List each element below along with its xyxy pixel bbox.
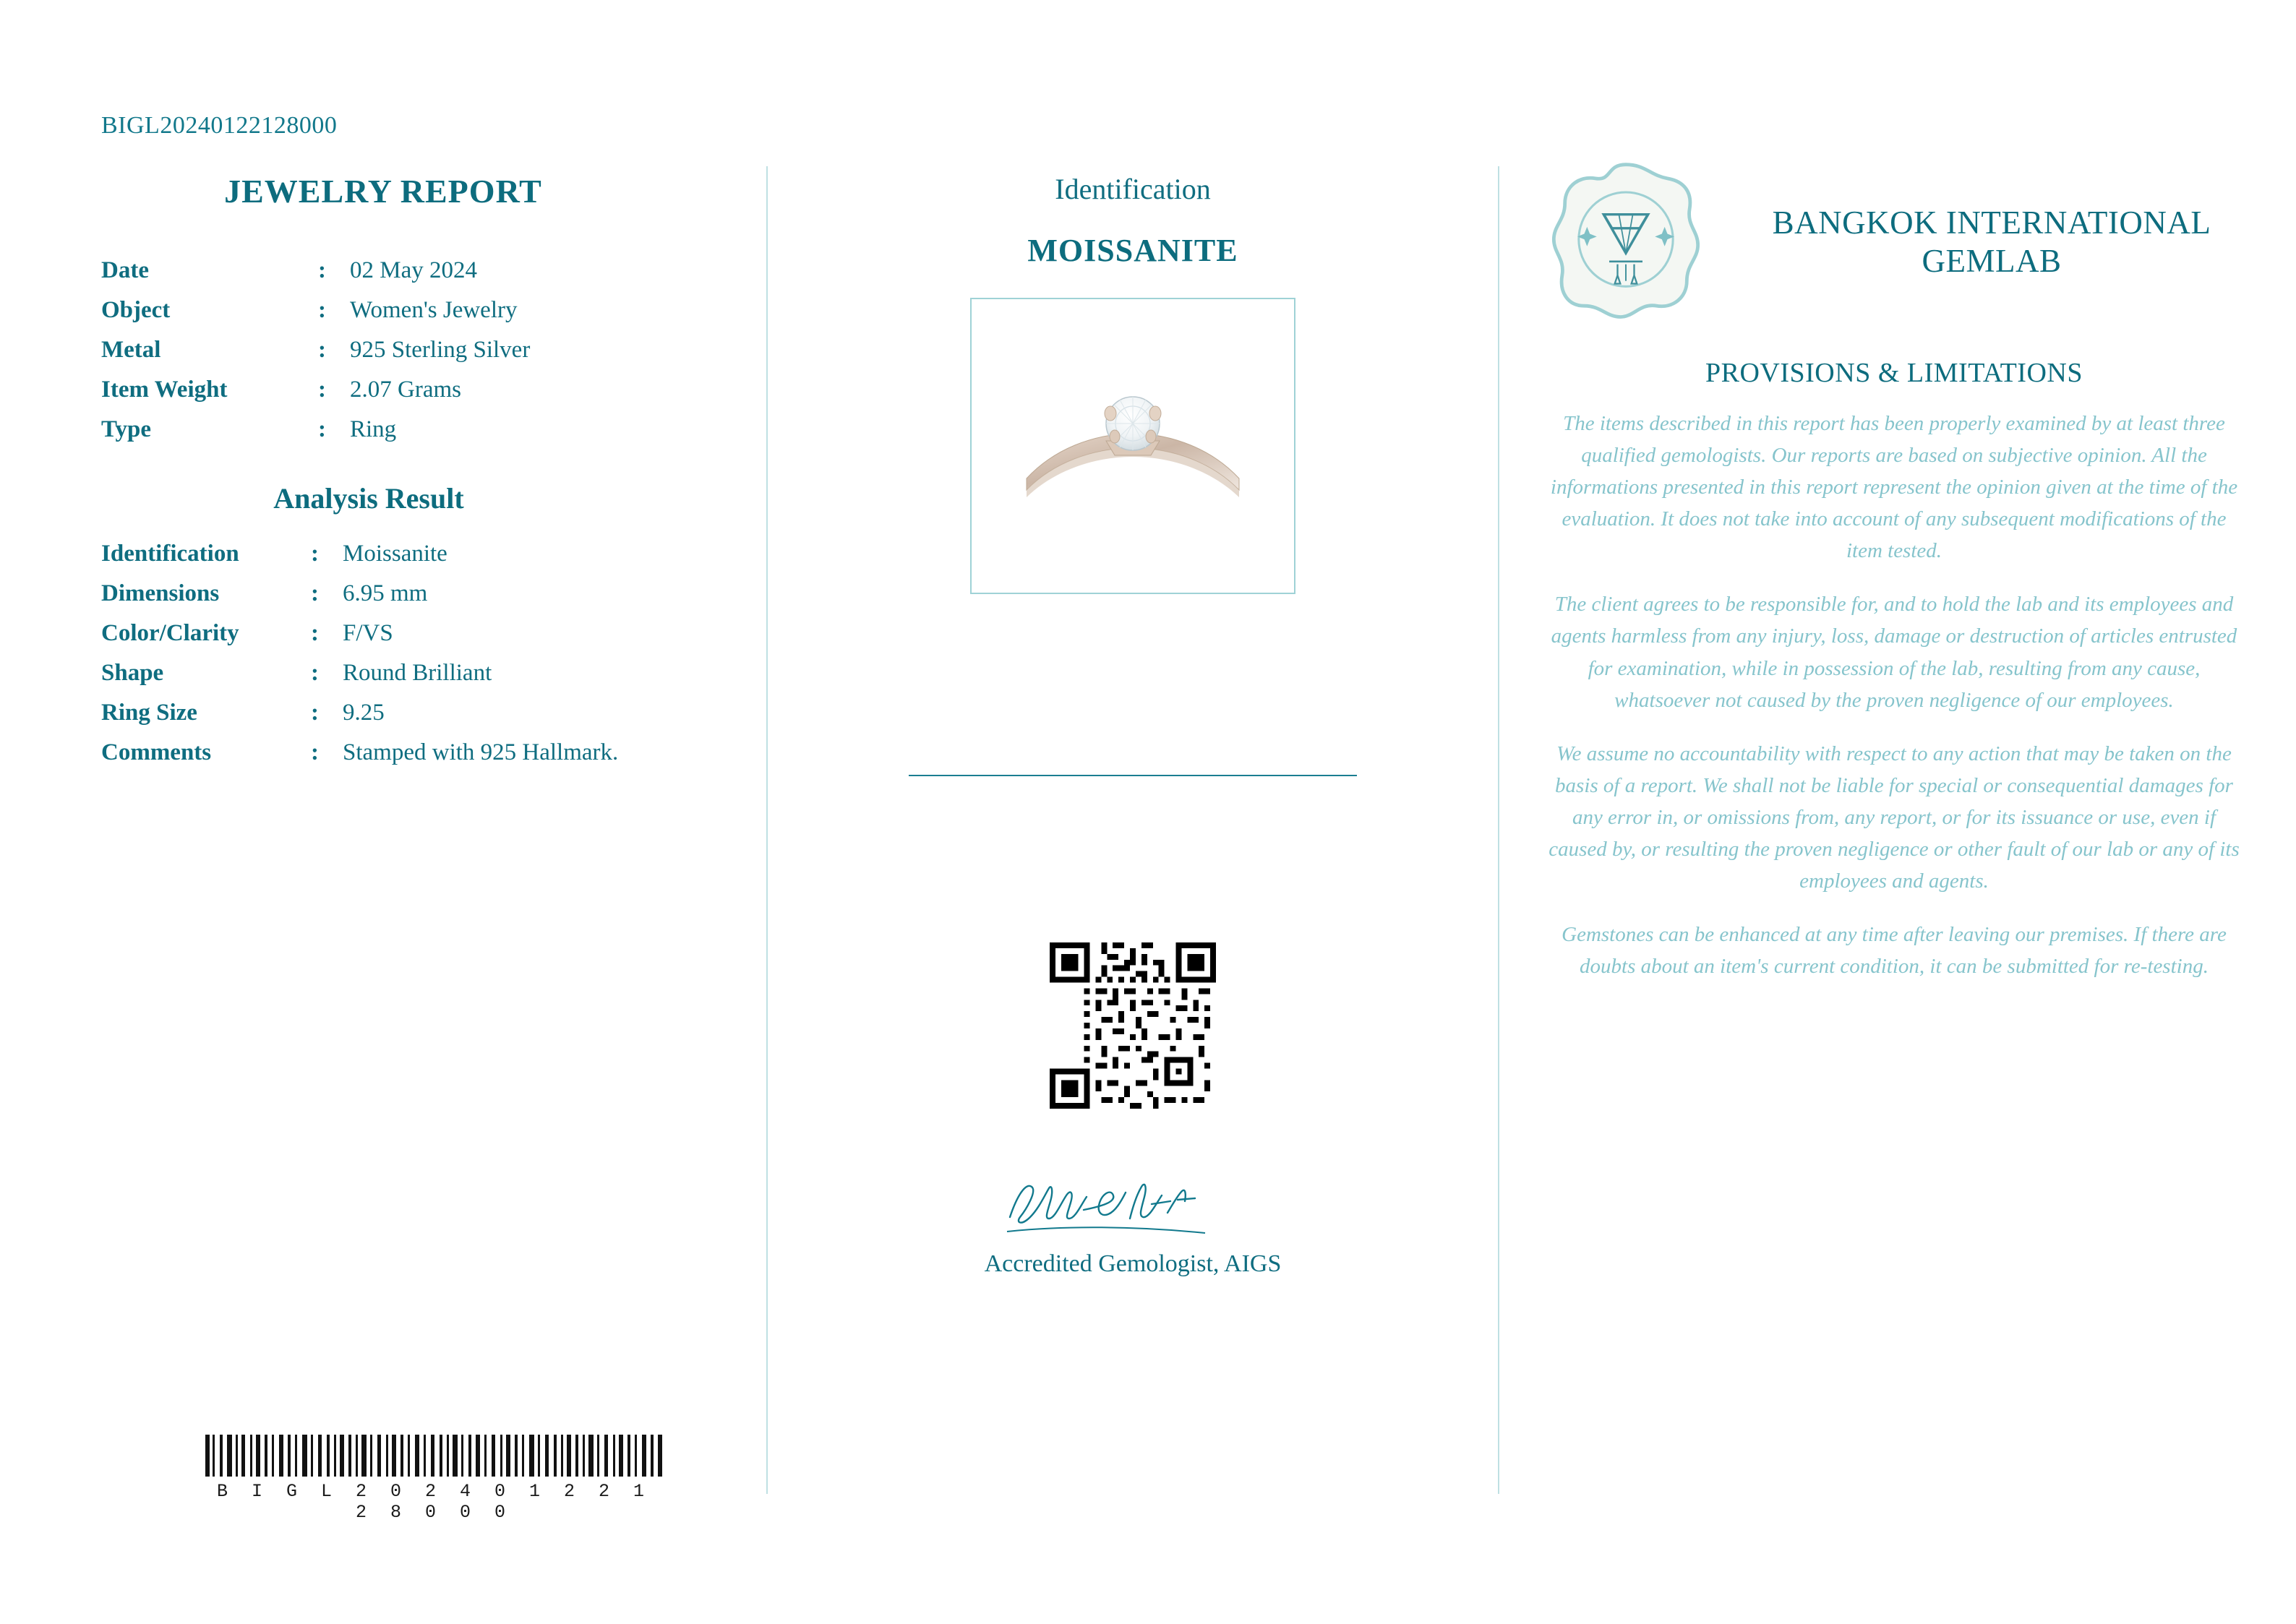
- gemlab-logo-icon: [1543, 159, 1709, 325]
- provision-paragraph: The client agrees to be responsible for, and to hold the lab and its employees and agents harmless from any injury, loss, damage or destruction of articles entrusted for examination, while in possession of the lab, resulting from any cause, whatsoever not caused by the proven negligence of our employees.: [1551, 593, 2237, 712]
- field-label: Metal: [101, 337, 161, 363]
- provision-paragraph: We assume no accountability with respect to any action that may be taken on the basis of a report. We shall not be liable for special or consequential damages for any error in, or omissions from, any report, or for its issuance or use, even if caused by, or resulting the proven negligence or other fault of our lab or any of its employees and agents.: [1548, 742, 2240, 893]
- field-colon: :: [311, 620, 319, 646]
- details-table: [101, 251, 723, 450]
- middle-horizontal-rule: [909, 775, 1357, 776]
- field-value: Ring: [350, 416, 397, 442]
- table-row: [101, 410, 723, 450]
- table-row: [101, 291, 723, 330]
- brand-name: BANGKOK INTERNATIONAL GEMLAB: [1772, 204, 2211, 279]
- report-id: BIGL20240122128000: [101, 112, 338, 139]
- table-row: [101, 693, 723, 733]
- field-label: Color/Clarity: [101, 620, 239, 646]
- identification-label: Identification: [1055, 173, 1211, 205]
- provision-paragraph: The items described in this report has been properly examined by at least three qualified gemologists. Our reports are based on subjective opinion. All the informations presented in this report represent the opinion given at the time of the evaluation. It does not take into account of any subsequent modifications of the item tested.: [1550, 412, 2238, 563]
- barcode-block: [202, 1435, 665, 1523]
- brand-header: [1543, 159, 2245, 325]
- field-value: Women's Jewelry: [350, 297, 518, 323]
- field-colon: :: [318, 297, 326, 323]
- field-value: 9.25: [343, 700, 385, 726]
- gem-photo-frame: [970, 298, 1295, 594]
- field-label: Object: [101, 297, 171, 323]
- field-label: Identification: [101, 541, 239, 567]
- analysis-table: [101, 534, 723, 773]
- field-colon: :: [311, 700, 319, 726]
- signature-image: [988, 1167, 1277, 1246]
- ring-photo: [1014, 363, 1252, 529]
- field-label: Date: [101, 257, 149, 283]
- barcode-image: [202, 1435, 665, 1477]
- field-value: 2.07 Grams: [350, 377, 461, 403]
- table-row: [101, 574, 723, 614]
- field-value: F/VS: [343, 620, 393, 646]
- table-row: [101, 614, 723, 653]
- field-label: Comments: [101, 739, 212, 765]
- provisions-text: [1543, 408, 2245, 982]
- identification-value: MOISSANITE: [1027, 233, 1238, 268]
- analysis-result-title: Analysis Result: [273, 482, 464, 515]
- field-label: Shape: [101, 660, 164, 686]
- table-row: [101, 733, 723, 773]
- qr-code-image[interactable]: [1050, 942, 1216, 1109]
- field-colon: :: [311, 580, 319, 606]
- field-colon: :: [318, 257, 326, 283]
- table-row: [101, 653, 723, 693]
- provisions-title: PROVISIONS & LIMITATIONS: [1705, 358, 2083, 388]
- field-value: Stamped with 925 Hallmark.: [343, 739, 619, 765]
- field-label: Type: [101, 416, 152, 442]
- certificate-columns: [0, 152, 2296, 1537]
- table-row: [101, 370, 723, 410]
- table-row: [101, 251, 723, 291]
- qr-code[interactable]: [1050, 942, 1216, 1109]
- field-value: 6.95 mm: [343, 580, 428, 606]
- left-column: [0, 152, 766, 1537]
- field-colon: :: [311, 541, 319, 567]
- field-colon: :: [311, 660, 319, 686]
- right-column: [1499, 152, 2296, 1537]
- field-colon: :: [318, 377, 326, 403]
- middle-column: [768, 152, 1498, 1537]
- table-row: [101, 330, 723, 370]
- field-colon: :: [318, 416, 326, 442]
- field-value: Round Brilliant: [343, 660, 492, 686]
- field-colon: :: [311, 739, 319, 765]
- field-label: Dimensions: [101, 580, 220, 606]
- provision-paragraph: Gemstones can be enhanced at any time after leaving our premises. If there are doubts about an item's current condition, it can be submitted for re-testing.: [1562, 923, 2227, 979]
- gemologist-caption: Accredited Gemologist, AIGS: [984, 1250, 1282, 1277]
- field-label: Ring Size: [101, 700, 197, 726]
- field-value: Moissanite: [343, 541, 447, 567]
- field-value: 02 May 2024: [350, 257, 477, 283]
- field-label: Item Weight: [101, 377, 228, 403]
- jewelry-report-title: JEWELRY REPORT: [224, 173, 542, 210]
- table-row: [101, 534, 723, 574]
- barcode-number: B I G L 2 0 2 4 0 1 2 2 1 2 8 0 0 0: [216, 1481, 651, 1523]
- field-colon: :: [318, 337, 326, 363]
- field-value: 925 Sterling Silver: [350, 337, 531, 363]
